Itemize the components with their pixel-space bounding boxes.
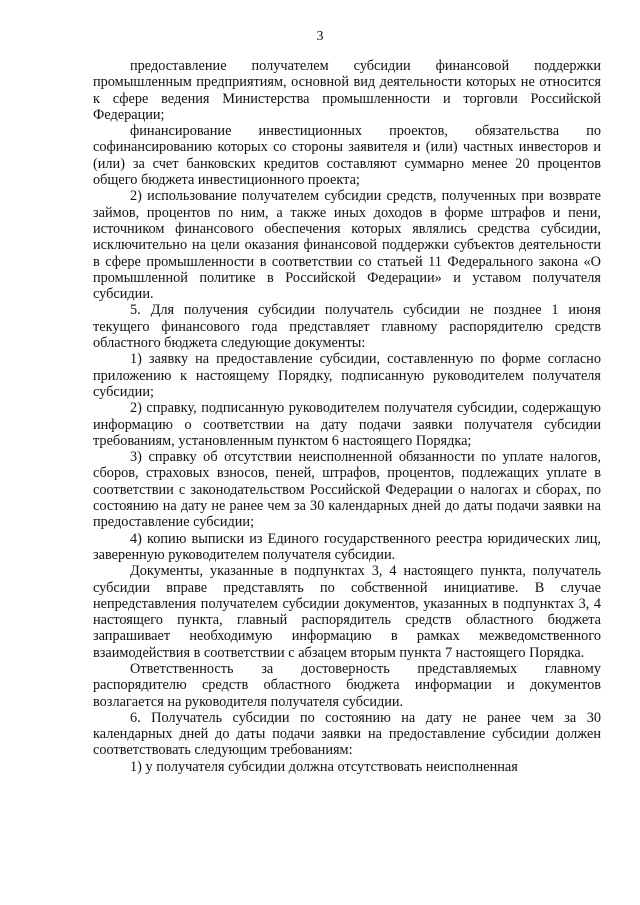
paragraph: предоставление получателем субсидии финансовой поддержки промышленным предприятиям, основной вид деятельности которых не относится к сфере ведения Министерства промышленности и торговли Российской Федерации;	[93, 58, 601, 123]
paragraph: 1) у получателя субсидии должна отсутствовать неисполненная	[130, 758, 518, 775]
paragraph: 5. Для получения субсидии получатель субсидии не позднее 1 июня текущего финансового года представляет главному распорядителю средств областного бюджета следующие документы:	[93, 302, 601, 352]
page-number: 3	[316, 29, 324, 44]
paragraph: 2) справку, подписанную руководителем получателя субсидии, содержащую информацию о соответствии на дату подачи заявки получателя субсидии требованиям, установленным пунктом 6 настоящего Порядка;	[93, 400, 601, 449]
paragraph: 2) использование получателем субсидии средств, полученных при возврате займов, процентов по ним, а также иных доходов в форме штрафов и пени, источником финансового обеспечения которых являлись средства субсидии, исключительно на цели оказания финансовой поддержки субъектов деятельности в сфере промышленности в соответствии со статьей 11 Федерального закона «О промышленной политике в Российской Федерации» и уставом получателя субсидии.	[93, 188, 601, 303]
paragraph: 6. Получатель субсидии по состоянию на дату не ранее чем за 30 календарных дней до даты подачи заявки на предоставление субсидии должен соответствовать следующим требованиям:	[93, 709, 601, 759]
document-body	[93, 58, 601, 775]
paragraph: 4) копию выписки из Единого государственного реестра юридических лиц, заверенную руководителем получателя субсидии.	[93, 530, 601, 563]
paragraph: финансирование инвестиционных проектов, обязательства по софинансированию которых со стороны заявителя и (или) частных инвесторов и (или) за счет банковских кредитов составляют суммарно менее 20 процентов общего бюджета инвестиционного проекта;	[93, 123, 601, 189]
paragraph: 1) заявку на предоставление субсидии, составленную по форме согласно приложению к настоящему Порядку, подписанную руководителем получателя субсидии;	[93, 351, 601, 400]
paragraph: 3) справку об отсутствии неисполненной обязанности по уплате налогов, сборов, страховых взносов, пеней, штрафов, процентов, подлежащих уплате в соответствии с законодательством Российской Федерации о налогах и сборах, по состоянию на дату не ранее чем за 30 календарных дней до даты подачи заявки на предоставление субсидии;	[93, 449, 601, 531]
paragraph: Документы, указанные в подпунктах 3, 4 настоящего пункта, получатель субсидии вправе представлять по собственной инициативе. В случае непредставления получателем субсидии документов, указанных в подпунктах 3, 4 настоящего пункта, главный распорядитель средств областного бюджета запрашивает необходимую информацию в рамках межведомственного взаимодействия в соответствии с абзацем вторым пункта 7 настоящего Порядка.	[93, 563, 601, 661]
paragraph: Ответственность за достоверность представляемых главному распорядителю средств областного бюджета информации и документов возлагается на руководителя получателя субсидии.	[93, 660, 601, 710]
